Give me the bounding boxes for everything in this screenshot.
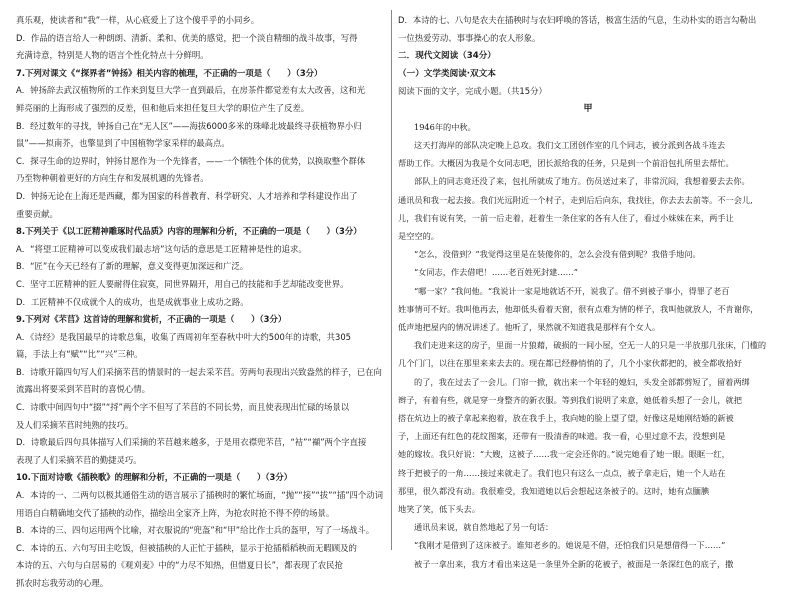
story-line: 帮助工作。大概因为我是个女同志吧，团长派给我的任务，只是到一个前沿包扎所里去帮忙。 — [398, 158, 734, 169]
text-line: C．诗歌中间四句中“掇”“捋”两个字不但写了芣苢的不同长势，而且使表现出忙碌的场景以 — [16, 402, 350, 413]
question-stem: 10.下面对诗歌《插秧歌》的理解和分析，不正确的一项是（ ）（3分） — [16, 472, 293, 483]
text-line: A．“将望工匠精神可以变成我们最志培”这句话的意思是工匠精神是性的追求。 — [16, 243, 307, 254]
story-line: 那里，很久都没有动。我很难受，我知道她以后会想起这条被子的。这时，她有点腼腆 — [398, 485, 710, 496]
text-line: 鲜亮丽的上海形成了强烈的反差，但和他后来担任复旦大学的职位产生了反差。 — [16, 102, 310, 113]
subsection-heading: （一）文学类阅读·双文本 — [398, 69, 496, 80]
story-line: “女同志，作去借吧！……老百姓死封建……” — [414, 267, 578, 278]
text-line: 真乐观，使读者和“我”一样，从心底爱上了这个傻乎乎的小同乡。 — [16, 15, 260, 25]
text-line: D．工匠精神不仅成就个人的成功，也是成就事业上成功之路。 — [16, 296, 249, 307]
text-line: 鼠”——拟南芥，也擎显到了中国植物学家采样的最高点。 — [16, 138, 230, 149]
question-stem: 9.下列对《芣苢》这首诗的理解和赏析，不正确的一项是（ ）（3分） — [16, 314, 287, 325]
text-line: 表现了人们采摘芣苢的勤捷灵巧。 — [16, 454, 142, 465]
story-line: 儿，我们有说有笑，一前一后走着，赶着生一条住家的各有人住了，看过小妹妹在来，两手让 — [398, 212, 734, 223]
story-line: 搭在炕边上的被子拿起来抱着，放在我手上，我向她的脸上望了望，好像这是她刚结婚的新被 — [398, 413, 734, 424]
story-line: “怎么，没借到？”我觉得这里是在装傻你的，怎么会没有借到呢？我借手地问。 — [414, 249, 701, 260]
text-line: C．探寻生命的边界时，钟扬甘愿作为一个先锋者，——一个牺牲个体的优势，以换取整个群体 — [16, 155, 366, 166]
text-line: 篇，手法上有“赋”“比”“兴”三种。 — [16, 349, 143, 360]
passage-title: 甲 — [583, 103, 593, 114]
story-line: 终于把被子的一角……接过来就走了。我们也只有这么一点点，被子拿走后，她一个人站在 — [398, 467, 726, 478]
story-line: 这天打海岸的部队决定晚上总攻。我们文工团创作室的几个同志，被分派到各战斗连去 — [414, 139, 726, 150]
text-line: 乃至物种朝着更好的方向生存和发展机遇的先锋者。 — [16, 173, 209, 184]
story-line: 通讯员和我一起去接。我们光远附近一个村子，走到后后向东，我找往，你去去去前等。不一会儿, — [398, 194, 753, 205]
text-line: A．本诗的一、二两句以极其通俗生动的语言展示了插秧时的繁忙场面，“抛”“接”“拔”“插”四个动词 — [16, 490, 384, 501]
text-line: 一位热爱劳动、事事操心的农人形象。 — [398, 32, 541, 43]
text-line: D．本诗的七、八句是农夫在插秧时与农妇呼唤的答话，极富生活的气息，生动朴实的语言勾勒出 — [398, 15, 757, 25]
story-line: 她的嫁妆。我只好说：“大嫂，这被子……我一定会还你的。”说完她看了她一眼。眼眶一红， — [398, 449, 730, 460]
right-column — [398, 12, 778, 573]
story-line: 我们走进来这的房子，里面一片狼藉，破损的一间小屋，空无一人的只是一半放那几张床，门槛的 — [414, 340, 767, 351]
right-intro — [398, 12, 778, 47]
story-line: 1946年的中秋。 — [414, 121, 476, 132]
text-line: 重要贡献。 — [16, 208, 58, 219]
story-line: 被子一拿出来，我方才看出来这是一条里外全新的花被子，被面是一条深红色的底子，撒 — [414, 558, 734, 569]
story-line: 部队上的同志竟还没了来，包扎所就成了地方。伤员送过来了，非常沉闷，我想着要去去你。 — [414, 176, 750, 187]
text-line: B．经过数年的寻找，钟扬自己在“无人区”——海拔6000多米的珠峰北坡最终寻获植物界小归 — [16, 120, 362, 131]
story-line: 姓事情可不好。我叫他再去，他却低头看着天窗，很有点难为情的样子，我叫他就放人，不肯谢你， — [398, 303, 759, 314]
story-line: “哪一家？”我问他。“我说计一家是地就话不开，说我了。借不到被子事小，得罪了老百 — [414, 285, 730, 296]
story-line: “我刚才是借到了这床被子。谁知老乡的。她说是不借，还怕我们只是想借得一下……” — [414, 540, 726, 551]
text-line: D．钟扬无论在上海还是西藏，都为国家的科普教育、科学研究、人才培养和学科建设作出了 — [16, 190, 358, 201]
text-line: 流露出将要采到芣苢时的喜悦心情。 — [16, 384, 150, 395]
text-line: D．诗歌最后四句具体描写人们采摘的芣苢越来越多，于是用衣襟兜芣苢，“袺”“襭”两个字直接 — [16, 437, 367, 448]
question-stem: 8.下列关于《以工匠精神雕琢时代品质》内容的理解和分析，不正确的一项是（ ）（3分） — [16, 226, 362, 237]
text-line: B．诗歌开篇四句写人们采摘芣苢的情景时的一起去采芣苢。劳两句表现出兴致盎然的样子，已在向 — [16, 366, 382, 377]
text-line: C．坚守工匠精神的匠人要耐得住寂寞，同世界隔开，用自己的技能和手艺却能改变世界。 — [16, 278, 349, 289]
text-line: A．《诗经》是我国最早的诗歌总集，收集了西周初年至春秋中叶大约500年的诗歌，共305 — [16, 331, 352, 342]
column-divider — [391, 10, 392, 550]
story-line: 辫子，有着有些，就是穿一身整齐的新衣服。等到我们说明了来意，她低着头想了一会儿，就把 — [398, 394, 742, 405]
story-line: 低声地把屋内的情况讲述了。他听了，果然就不知道我是那样有个女人。 — [398, 322, 661, 333]
question-stem: 7.下列对课文《“探界者”钟扬》相关内容的梳理，不正确的一项是（ ）（3分） — [16, 67, 323, 78]
text-line: B．本诗的三、四句运用两个比喻，对衣服说的“兜盔”和“甲”给比作士兵的盔甲，写了一场战斗。 — [16, 525, 375, 536]
story-line: 几个门门，以往在那里来来去去的。现在都已经静悄悄的了，几个小家伙都把的，被全都收拾好 — [398, 358, 742, 369]
text-line: C．本诗的五、六句写田主吃饭，但被插秧的人正忙于插秧，显示于抢插稻稻秧而无暇顾及的 — [16, 542, 357, 553]
section-heading: 二．现代文阅读（34分） — [398, 51, 496, 62]
text-line: D．作品的语言给人一种朗朗、清新、柔和、优美的感觉，把一个淡自精细的战斗故事，写得 — [16, 32, 358, 43]
story-line: 地笑了笑，低下头去。 — [398, 504, 480, 515]
text-line: 本诗的五、六句与白居易的《观刈麦》中的“力尽不知热，但惜夏日长”，都表现了农民抢 — [16, 560, 343, 571]
text-line: A．钟扬辞去武汉植物所的工作来到复旦大学一直到最后，在房茶件都觉差有太大改善，这和光 — [16, 85, 366, 96]
instruction-text: 阅读下面的文字，完成小题。（共15分） — [398, 86, 547, 97]
story-line: 子，上面还有红色的花纹图案，还带有一股清香的味道。我一看，心里过意不去，没想到是 — [398, 431, 726, 442]
text-line: 及人们采摘芣苢时纯熟的技巧。 — [16, 419, 134, 430]
text-line: B．“匠”在今天已经有了新的理解，意义变得更加深远和广泛。 — [16, 261, 249, 272]
text-line: 抓农时忘我劳动的心理。 — [16, 578, 109, 588]
text-line: 用语自白精确地交代了插秧的动作，描绘出全家齐上阵，为抢农时抢不得不停的场景。 — [16, 507, 335, 518]
story-line: 通讯员来说，就自然地起了另一句话： — [414, 522, 554, 533]
left-column — [16, 12, 386, 593]
story-text — [398, 118, 778, 573]
story-line: 是空空的。 — [398, 231, 439, 241]
story-line: 的了，我在过去了一会儿。门帘一掀，就出来一个年轻的媳妇，头发全部都剪短了，留着两绑 — [414, 376, 750, 387]
text-line: 充满诗意，特别是人物的语言个性化特点十分鲜明。 — [16, 50, 209, 61]
